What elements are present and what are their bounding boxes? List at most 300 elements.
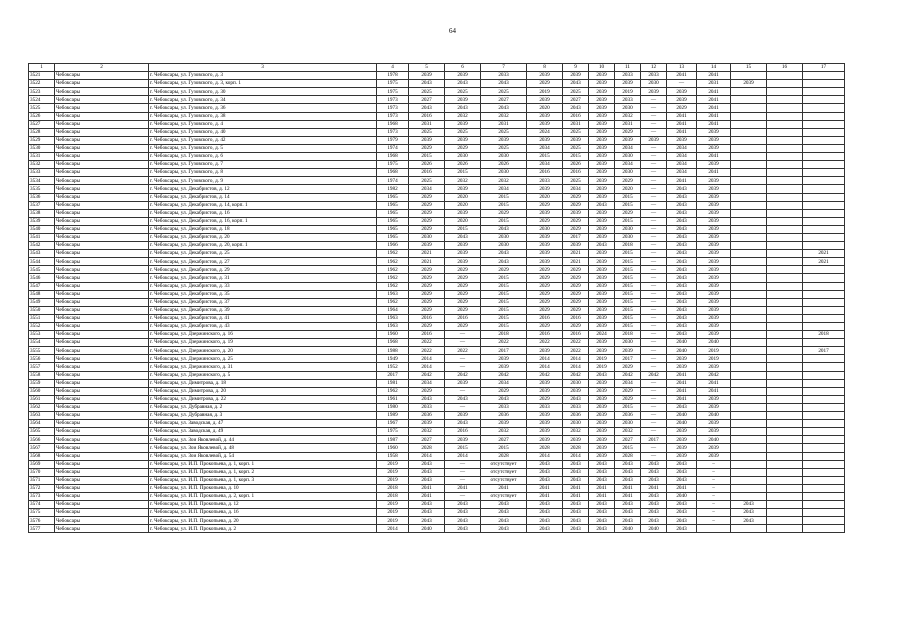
table-cell: 2039 <box>697 282 731 290</box>
table-cell: г. Чебоксары, ул. Гузовского, д. 3, корп. 1 <box>149 80 377 88</box>
table-cell <box>731 347 767 355</box>
table-cell: 3577 <box>29 525 55 533</box>
table-cell: 2039 <box>589 193 615 201</box>
column-header: 16 <box>767 64 803 72</box>
table-cell <box>731 153 767 161</box>
table-cell <box>767 242 803 250</box>
table-cell: 1966 <box>377 242 409 250</box>
table-cell: 2032 <box>481 177 527 185</box>
table-cell: г. Чебоксары, ул. Гузовского, д. 34 <box>149 96 377 104</box>
table-cell: 2040 <box>667 339 697 347</box>
table-cell <box>767 452 803 460</box>
table-cell: 2039 <box>445 209 481 217</box>
table-cell: 2030 <box>615 225 641 233</box>
table-cell: — <box>641 314 667 322</box>
table-cell <box>803 339 845 347</box>
table-cell: г. Чебоксары, ул. И.П. Прокопьева, д. 20 <box>149 517 377 525</box>
table-cell: 2039 <box>445 250 481 258</box>
table-cell: 2025 <box>409 177 445 185</box>
table-row <box>29 347 845 355</box>
table-cell: 2041 <box>697 96 731 104</box>
table-cell: г. Чебоксары, ул. Декабристов, д. 20 <box>149 233 377 241</box>
table-cell: 3524 <box>29 96 55 104</box>
table-cell: г. Чебоксары, ул. Дубравная, д. 3 <box>149 412 377 420</box>
table-cell: 2043 <box>481 258 527 266</box>
table-cell: 2041 <box>527 492 563 500</box>
table-cell: 2032 <box>409 428 445 436</box>
table-cell: Чебоксары <box>55 185 149 193</box>
table-cell: 2039 <box>589 177 615 185</box>
column-header: 2 <box>55 64 149 72</box>
table-cell: г. Чебоксары, ул. Декабристов, д. 37 <box>149 298 377 306</box>
table-row <box>29 501 845 509</box>
table-row <box>29 250 845 258</box>
table-cell: 2015 <box>445 169 481 177</box>
table-cell: 3557 <box>29 363 55 371</box>
table-cell: 2029 <box>563 282 589 290</box>
table-cell: 2041 <box>481 484 527 492</box>
table-cell <box>767 112 803 120</box>
table-cell <box>803 136 845 144</box>
table-cell <box>767 169 803 177</box>
table-cell: 2024 <box>589 331 615 339</box>
table-cell: Чебоксары <box>55 120 149 128</box>
table-cell: 2043 <box>527 501 563 509</box>
table-cell: 2043 <box>445 501 481 509</box>
table-cell: 2041 <box>589 484 615 492</box>
table-cell <box>731 120 767 128</box>
table-cell <box>803 428 845 436</box>
table-cell: 2031 <box>697 80 731 88</box>
table-row <box>29 452 845 460</box>
table-cell: 2039 <box>697 428 731 436</box>
table-cell: 2043 <box>527 460 563 468</box>
table-cell: 2039 <box>589 169 615 177</box>
table-cell: 2036 <box>481 412 527 420</box>
table-cell: 2043 <box>667 517 697 525</box>
table-cell: 2039 <box>641 136 667 144</box>
table-cell: 2043 <box>527 476 563 484</box>
table-cell <box>731 525 767 533</box>
table-cell: 2040 <box>697 436 731 444</box>
table-cell: 1962 <box>377 298 409 306</box>
table-cell: 2043 <box>667 233 697 241</box>
table-cell: 2029 <box>615 177 641 185</box>
table-cell: 3540 <box>29 225 55 233</box>
table-cell <box>767 444 803 452</box>
table-cell <box>731 88 767 96</box>
table-row <box>29 80 845 88</box>
table-cell: 2039 <box>697 136 731 144</box>
table-cell: 2043 <box>667 468 697 476</box>
table-cell <box>767 250 803 258</box>
table-cell <box>731 339 767 347</box>
table-cell: 2039 <box>409 242 445 250</box>
table-cell: 2030 <box>641 80 667 88</box>
table-cell: 3565 <box>29 428 55 436</box>
table-cell <box>803 161 845 169</box>
table-row <box>29 331 845 339</box>
table-cell <box>731 306 767 314</box>
table-cell: 2039 <box>445 436 481 444</box>
table-cell: 2043 <box>667 250 697 258</box>
table-cell: 2029 <box>527 266 563 274</box>
table-cell: 1949 <box>377 355 409 363</box>
table-cell: 2042 <box>563 371 589 379</box>
table-cell: 2015 <box>481 298 527 306</box>
table-row <box>29 242 845 250</box>
table-cell <box>767 201 803 209</box>
table-cell: 3566 <box>29 436 55 444</box>
table-cell: — <box>641 201 667 209</box>
table-cell: 2039 <box>527 347 563 355</box>
table-cell: 2020 <box>445 201 481 209</box>
table-cell: 2017 <box>563 233 589 241</box>
table-cell <box>731 387 767 395</box>
table-cell: 2041 <box>409 484 445 492</box>
table-cell <box>803 452 845 460</box>
table-cell: 2025 <box>481 144 527 152</box>
table-cell: 2017 <box>641 436 667 444</box>
table-cell: Чебоксары <box>55 258 149 266</box>
table-cell: 2015 <box>481 314 527 322</box>
table-cell: 2015 <box>615 444 641 452</box>
table-cell: 2039 <box>527 420 563 428</box>
table-cell: — <box>641 347 667 355</box>
table-cell: 2043 <box>667 460 697 468</box>
table-cell: г. Чебоксары, ул. Зои Яковлевой, д. 54 <box>149 452 377 460</box>
table-cell: 2015 <box>445 225 481 233</box>
table-cell: 2043 <box>667 509 697 517</box>
table-cell: 2039 <box>589 339 615 347</box>
table-cell: 3532 <box>29 161 55 169</box>
table-cell <box>803 72 845 80</box>
table-cell: 2029 <box>445 274 481 282</box>
table-cell: 2039 <box>563 242 589 250</box>
table-cell: 2016 <box>563 331 589 339</box>
table-cell: 2015 <box>481 282 527 290</box>
table-cell: 2039 <box>589 88 615 96</box>
table-cell: 2014 <box>527 363 563 371</box>
table-cell: 2014 <box>527 355 563 363</box>
table-cell: 2027 <box>481 96 527 104</box>
table-cell: 2029 <box>527 80 563 88</box>
table-cell: 2029 <box>667 104 697 112</box>
table-cell: отсутствует <box>481 492 527 500</box>
table-cell <box>731 290 767 298</box>
table-cell: 2039 <box>409 72 445 80</box>
table-cell: 2041 <box>697 112 731 120</box>
table-row <box>29 395 845 403</box>
table-cell: 2019 <box>589 363 615 371</box>
table-cell: 2041 <box>697 88 731 96</box>
table-cell: 2015 <box>409 153 445 161</box>
table-cell: 1961 <box>377 395 409 403</box>
table-cell: 2041 <box>697 72 731 80</box>
table-cell: г. Чебоксары, ул. И.П. Прокопьева, д. 16 <box>149 509 377 517</box>
table-row <box>29 258 845 266</box>
table-row <box>29 266 845 274</box>
table-cell: 2040 <box>615 525 641 533</box>
table-cell <box>767 104 803 112</box>
table-cell <box>767 274 803 282</box>
table-cell: 2043 <box>641 476 667 484</box>
table-cell: – <box>697 492 731 500</box>
table-cell: Чебоксары <box>55 177 149 185</box>
table-cell <box>767 193 803 201</box>
table-cell: 2015 <box>615 282 641 290</box>
table-cell: г. Чебоксары, ул. И.П. Прокопьева, д. 1, корп. 3 <box>149 476 377 484</box>
table-cell: 2039 <box>589 153 615 161</box>
table-cell <box>767 282 803 290</box>
table-cell: 2040 <box>667 347 697 355</box>
table-cell: Чебоксары <box>55 250 149 258</box>
table-cell: 2039 <box>667 428 697 436</box>
table-cell: 1963 <box>377 323 409 331</box>
column-header: 10 <box>589 64 615 72</box>
table-cell: 2020 <box>615 185 641 193</box>
table-cell: Чебоксары <box>55 80 149 88</box>
table-cell: 3531 <box>29 153 55 161</box>
table-cell: 2033 <box>527 403 563 411</box>
table-cell: Чебоксары <box>55 96 149 104</box>
table-row <box>29 274 845 282</box>
table-cell: 2015 <box>615 201 641 209</box>
table-cell: 2043 <box>589 517 615 525</box>
table-cell: 2039 <box>589 428 615 436</box>
table-row <box>29 436 845 444</box>
table-cell: 2042 <box>445 371 481 379</box>
table-cell <box>803 242 845 250</box>
table-cell: 2029 <box>563 217 589 225</box>
table-cell: 2039 <box>527 96 563 104</box>
table-cell: Чебоксары <box>55 225 149 233</box>
table-cell: 2039 <box>589 233 615 241</box>
table-cell: 2043 <box>563 460 589 468</box>
table-cell: 2039 <box>697 201 731 209</box>
table-cell <box>731 258 767 266</box>
table-cell <box>731 436 767 444</box>
table-cell: — <box>641 323 667 331</box>
table-cell: 2043 <box>731 501 767 509</box>
table-cell: 2043 <box>527 517 563 525</box>
column-header: 4 <box>377 64 409 72</box>
table-cell: 2026 <box>445 161 481 169</box>
table-cell: 2039 <box>589 395 615 403</box>
table-cell: – <box>697 484 731 492</box>
table-cell: 2015 <box>481 193 527 201</box>
table-cell: – <box>697 468 731 476</box>
table-cell: г. Чебоксары, ул. Дзержинского, д. 20 <box>149 347 377 355</box>
table-cell: 2015 <box>615 250 641 258</box>
table-cell: 2041 <box>667 379 697 387</box>
table-cell: 2030 <box>445 153 481 161</box>
table-cell: 2015 <box>615 217 641 225</box>
table-cell: 2015 <box>615 274 641 282</box>
table-cell: 3539 <box>29 217 55 225</box>
table-cell: 2019 <box>377 517 409 525</box>
table-cell: Чебоксары <box>55 290 149 298</box>
table-cell: 2029 <box>445 144 481 152</box>
table-row <box>29 290 845 298</box>
table-cell: Чебоксары <box>55 395 149 403</box>
table-cell: 3542 <box>29 242 55 250</box>
table-cell: 2015 <box>615 193 641 201</box>
table-cell <box>803 290 845 298</box>
table-cell: 2039 <box>589 412 615 420</box>
table-cell <box>731 169 767 177</box>
table-row <box>29 412 845 420</box>
table-cell: 3527 <box>29 120 55 128</box>
table-cell: 2032 <box>445 177 481 185</box>
table-cell: 2039 <box>589 420 615 428</box>
table-cell: 1975 <box>377 428 409 436</box>
table-cell: 2033 <box>615 72 641 80</box>
table-cell: 2039 <box>527 185 563 193</box>
table-cell: г. Чебоксары, ул. Димитрова, д. 22 <box>149 395 377 403</box>
table-cell: Чебоксары <box>55 144 149 152</box>
table-cell: 2034 <box>667 144 697 152</box>
table-cell: 3572 <box>29 484 55 492</box>
table-cell: 2029 <box>409 201 445 209</box>
table-cell: 2029 <box>409 290 445 298</box>
table-cell <box>731 331 767 339</box>
table-cell <box>803 282 845 290</box>
table-cell: Чебоксары <box>55 339 149 347</box>
table-cell: 2043 <box>667 501 697 509</box>
table-cell: 2039 <box>615 136 641 144</box>
table-cell: 2039 <box>697 298 731 306</box>
table-cell: 2019 <box>589 355 615 363</box>
table-cell: 2043 <box>563 468 589 476</box>
table-row <box>29 153 845 161</box>
table-row <box>29 323 845 331</box>
table-cell: г. Чебоксары, ул. Гузовского, д. 38 <box>149 112 377 120</box>
table-cell: 2017 <box>481 347 527 355</box>
table-cell: 2043 <box>667 193 697 201</box>
table-cell: 2043 <box>589 242 615 250</box>
table-cell <box>731 355 767 363</box>
table-cell: г. Чебоксары, ул. Декабристов, д. 43 <box>149 323 377 331</box>
table-cell: 2039 <box>589 387 615 395</box>
table-cell: 2039 <box>409 420 445 428</box>
table-cell: Чебоксары <box>55 403 149 411</box>
table-cell: 2022 <box>409 347 445 355</box>
table-cell: 2015 <box>615 290 641 298</box>
table-cell: 2039 <box>445 258 481 266</box>
table-cell: 2029 <box>409 144 445 152</box>
table-row <box>29 460 845 468</box>
table-cell: 2039 <box>667 436 697 444</box>
table-cell: 2034 <box>667 169 697 177</box>
table-cell <box>731 403 767 411</box>
table-cell: 2041 <box>667 371 697 379</box>
table-cell: 2029 <box>527 395 563 403</box>
table-cell: 2043 <box>667 185 697 193</box>
table-row <box>29 428 845 436</box>
table-cell: 2039 <box>589 112 615 120</box>
table-cell: 2032 <box>615 112 641 120</box>
table-row <box>29 177 845 185</box>
table-cell: 2039 <box>697 233 731 241</box>
table-cell <box>803 444 845 452</box>
table-cell: — <box>445 339 481 347</box>
table-cell: 1975 <box>377 88 409 96</box>
column-header: 3 <box>149 64 377 72</box>
table-cell <box>767 347 803 355</box>
table-cell: Чебоксары <box>55 525 149 533</box>
table-cell: 2043 <box>641 460 667 468</box>
table-row <box>29 233 845 241</box>
table-cell: 2029 <box>527 282 563 290</box>
table-cell: 2019 <box>697 347 731 355</box>
table-row <box>29 136 845 144</box>
column-header: 11 <box>615 64 641 72</box>
table-cell: 2040 <box>641 525 667 533</box>
table-cell: 2029 <box>563 193 589 201</box>
table-cell: 2041 <box>667 112 697 120</box>
column-header: 1 <box>29 64 55 72</box>
table-cell: 3567 <box>29 444 55 452</box>
table-cell: — <box>641 233 667 241</box>
table-cell: 1958 <box>377 452 409 460</box>
table-cell <box>803 104 845 112</box>
table-cell: Чебоксары <box>55 72 149 80</box>
column-header: 14 <box>697 64 731 72</box>
table-cell <box>767 484 803 492</box>
table-cell: Чебоксары <box>55 153 149 161</box>
table-cell <box>767 233 803 241</box>
table-cell: 2041 <box>697 120 731 128</box>
table-cell: 2043 <box>667 314 697 322</box>
column-header: 17 <box>803 64 845 72</box>
table-cell: 2043 <box>731 509 767 517</box>
table-cell: 2039 <box>527 72 563 80</box>
table-cell: 3564 <box>29 420 55 428</box>
table-cell: — <box>641 274 667 282</box>
table-cell: Чебоксары <box>55 136 149 144</box>
table-cell: 1968 <box>377 169 409 177</box>
table-cell: 2029 <box>445 306 481 314</box>
page-number: 64 <box>449 27 456 35</box>
table-cell: 2043 <box>409 501 445 509</box>
table-cell: 2029 <box>615 395 641 403</box>
table-cell: — <box>641 290 667 298</box>
table-cell: 2015 <box>615 306 641 314</box>
table-cell: 2029 <box>409 387 445 395</box>
table-cell: Чебоксары <box>55 444 149 452</box>
table-cell: Чебоксары <box>55 331 149 339</box>
table-cell: 2039 <box>445 72 481 80</box>
table-cell: 2029 <box>445 323 481 331</box>
table-cell: 2041 <box>697 104 731 112</box>
table-cell: — <box>641 104 667 112</box>
table-cell: 3546 <box>29 274 55 282</box>
table-cell: 2043 <box>667 217 697 225</box>
table-cell: — <box>641 144 667 152</box>
table-cell: 2041 <box>527 484 563 492</box>
table-cell: 2016 <box>527 314 563 322</box>
table-cell <box>803 355 845 363</box>
table-cell: 2022 <box>563 347 589 355</box>
table-row <box>29 144 845 152</box>
table-cell: 3534 <box>29 177 55 185</box>
table-cell: 3555 <box>29 347 55 355</box>
table-cell: 2032 <box>563 428 589 436</box>
table-cell <box>731 177 767 185</box>
table-cell: г. Чебоксары, ул. Гузовского, д. 5 <box>149 144 377 152</box>
table-cell: 2039 <box>697 144 731 152</box>
